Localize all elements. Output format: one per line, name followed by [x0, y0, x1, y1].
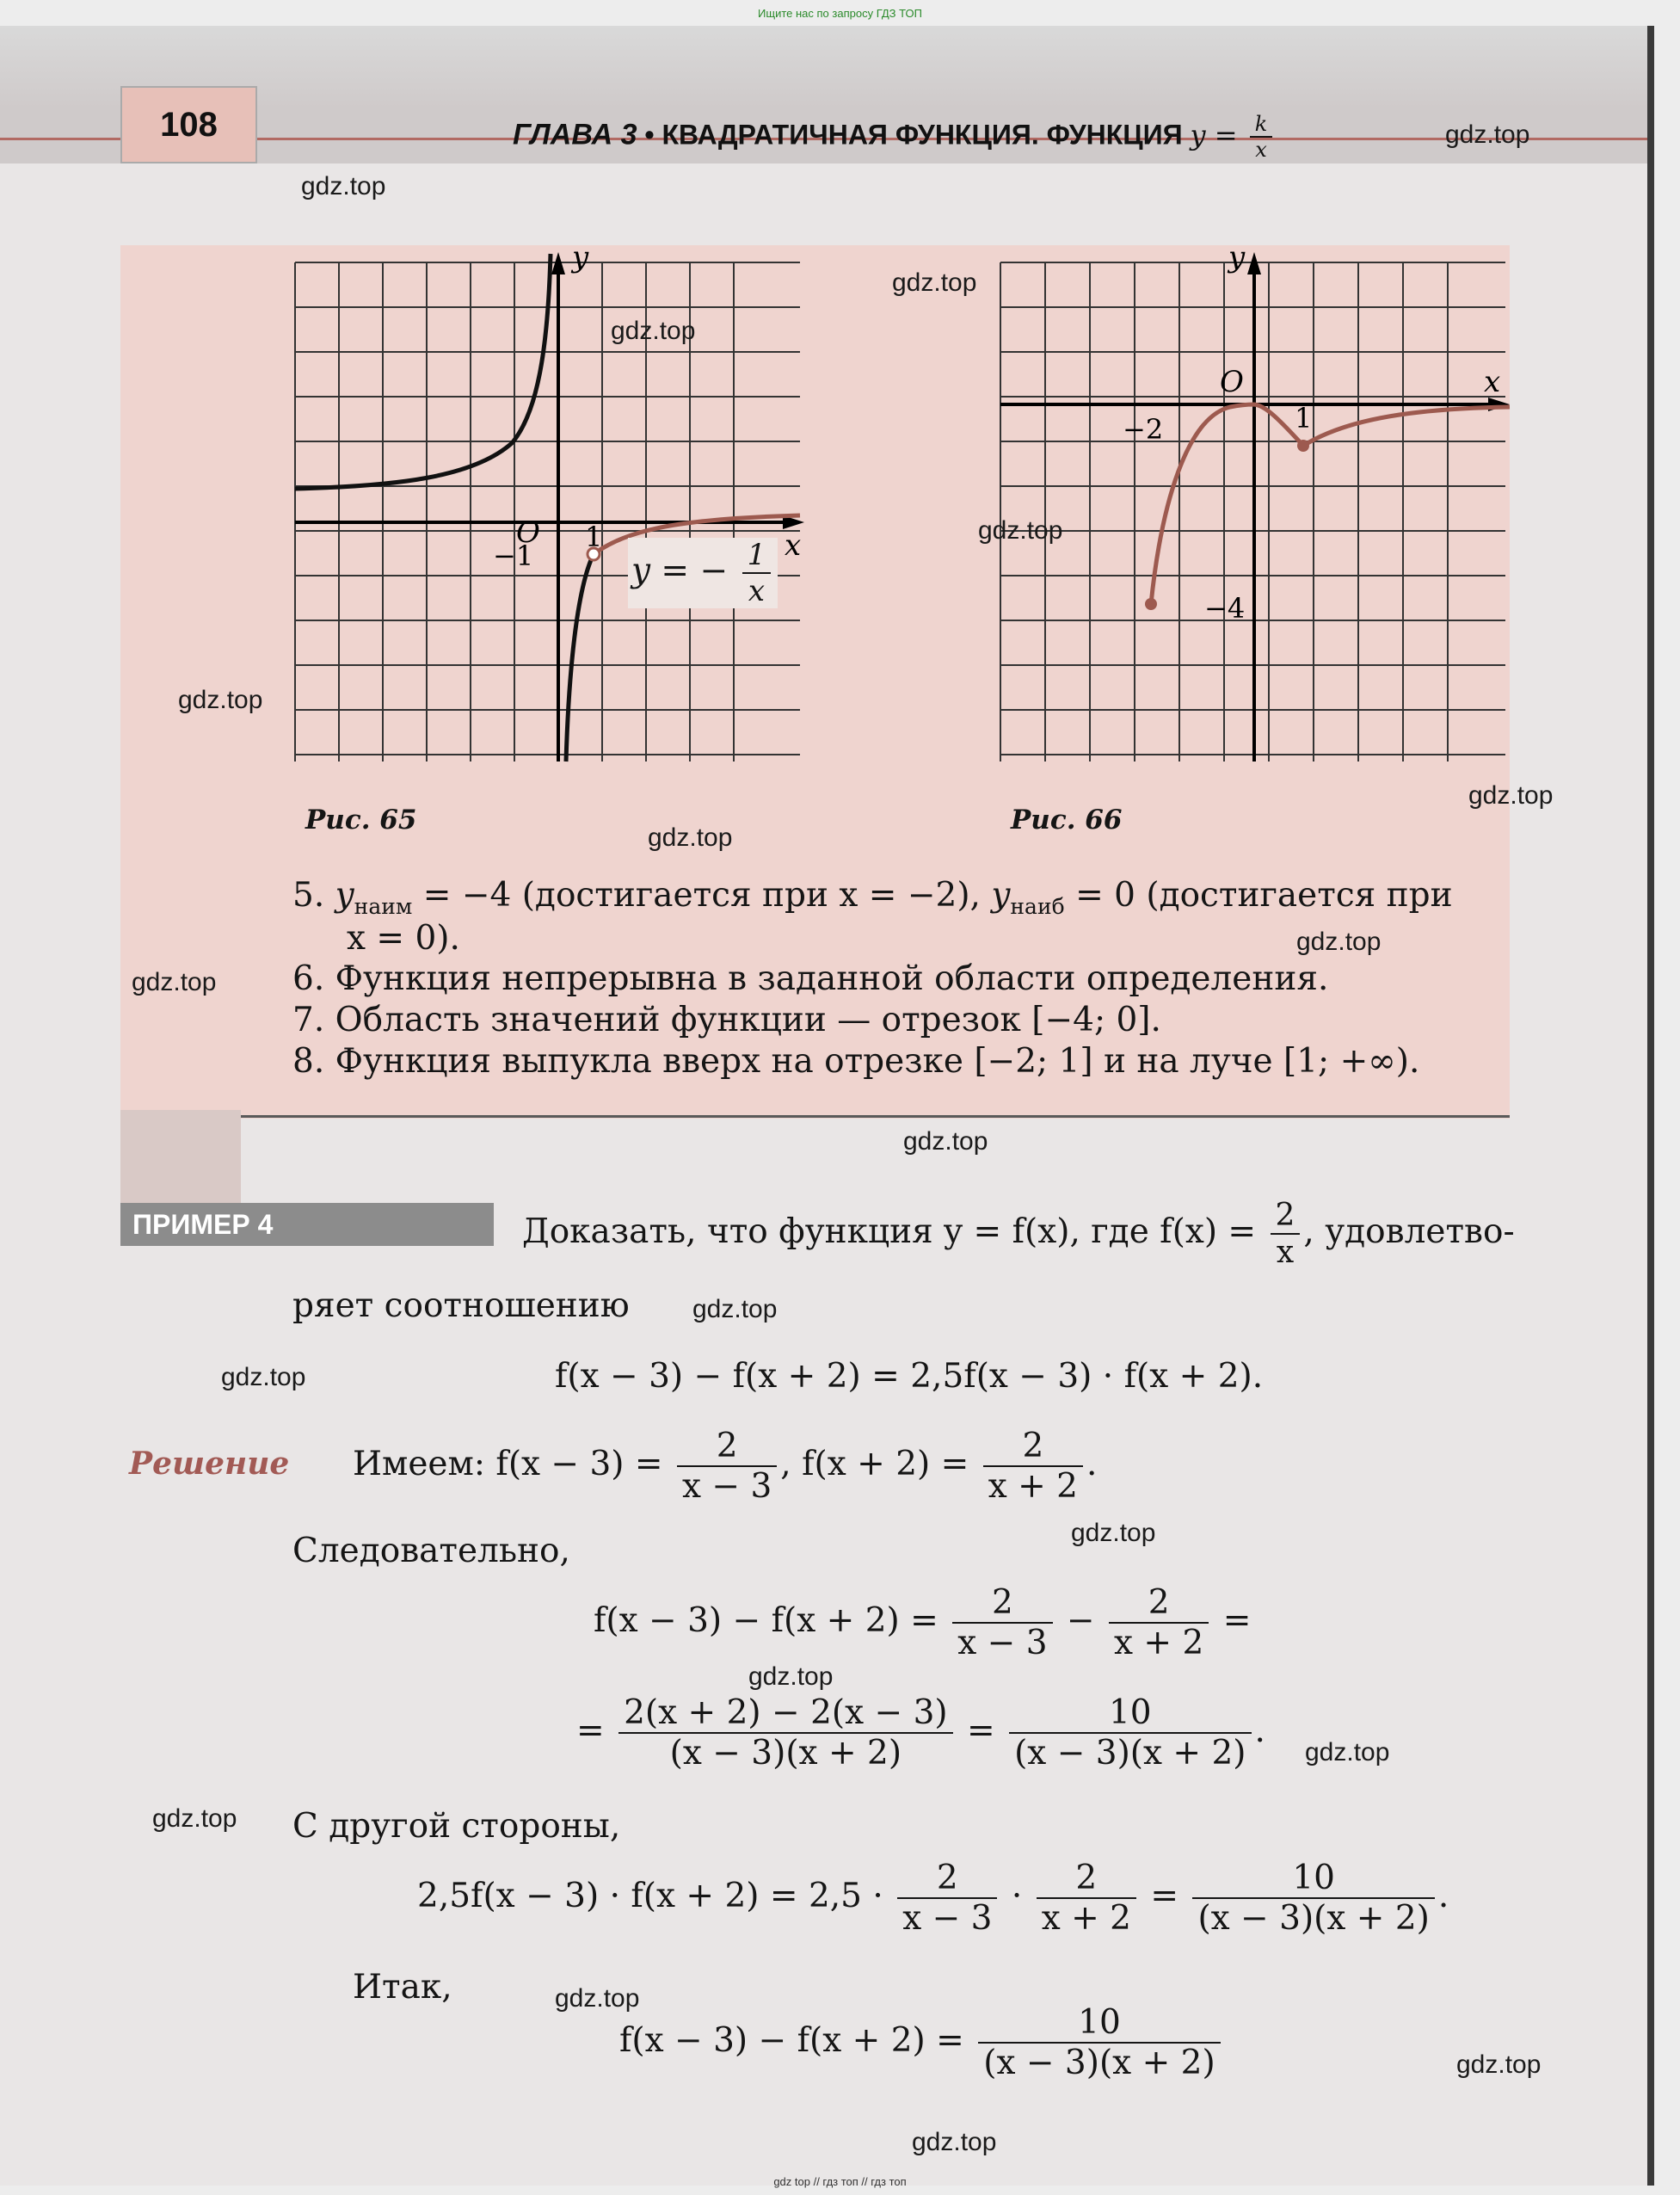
property-5: 5. $y_{наим} = -4$ (достигается при x = −2), $y_{наиб} = 0$ (достигается при [292, 876, 1453, 919]
watermark: gdz.top [555, 1984, 640, 2013]
figure-65-tick-1: 1 [585, 521, 603, 553]
figure-66-parabola-arc [1151, 404, 1303, 604]
property-7: 7. Область значений функции — отрезок [−4; 0]. [292, 1001, 1161, 1039]
figure-66-min-point [1145, 598, 1157, 610]
example-statement: Доказать, что функция y = f(x), где f(x) = $\frac{2}{x}$ , удовлетво- [522, 1198, 1515, 1270]
watermark: gdz.top [912, 2128, 997, 2156]
figure-65-function-label: y = − $\frac{1}{x}$ [628, 538, 778, 608]
solution-equation-2: = $\frac{2(x + 2) - 2(x - 3)}{(x - 3)(x + 2)}$ = $\frac{10}{(x - 3)(x + 2)}$ . [576, 1693, 1265, 1773]
watermark: gdz.top [301, 172, 386, 200]
figure-65-x-axis-label: x [785, 528, 802, 563]
figure-66-y-axis-label: y [1228, 245, 1246, 274]
figure-66-x-axis-label: x [1484, 365, 1501, 399]
property-6: 6. Функция непрерывна в заданной области определения. [292, 959, 1329, 998]
solution-so: Итак, [353, 1968, 452, 2007]
chapter-heading [513, 112, 1276, 162]
figure-65-left-branch [295, 254, 551, 489]
page-number: 108 [120, 86, 257, 163]
figure-65-axes [295, 252, 804, 761]
watermark: gdz.top [692, 1295, 778, 1323]
figure-66-caption: Рис. 66 [1011, 805, 1123, 835]
example-identity: f(x − 3) − f(x + 2) = 2,5f(x − 3) · f(x + 2). [555, 1357, 1264, 1396]
chapter-title: КВАДРАТИЧНАЯ ФУНКЦИЯ. ФУНКЦИЯ [662, 119, 1183, 151]
chapter-label: ГЛАВА 3 [513, 118, 637, 151]
figure-65-graph [292, 245, 809, 774]
watermark: gdz.top [903, 1127, 988, 1156]
solution-equation-3: 2,5f(x − 3) · f(x + 2) = 2,5 · $\frac{2}{x - 3}$ · $\frac{2}{x + 2}$ = $\frac{10}{(x - 3)(x + 2)}$ . [417, 1859, 1449, 1938]
figure-66-tick-minus-2: −2 [1123, 413, 1164, 446]
property-8: 8. Функция выпукла вверх на отрезке [−2; 1] и на луче [1; +∞). [292, 1042, 1420, 1081]
property-5-line2: x = 0). [347, 919, 460, 958]
example-statement-line2: ряет соотношению [292, 1286, 630, 1325]
watermark: gdz.top [1468, 781, 1554, 810]
figure-66-tick-minus-4: −4 [1204, 592, 1246, 625]
figure-66-join-point [1297, 440, 1309, 452]
solution-other-side: С другой стороны, [292, 1807, 621, 1846]
book-spine [1647, 26, 1654, 2186]
watermark: gdz.top [132, 968, 217, 996]
watermark: gdz.top [1456, 2050, 1542, 2079]
watermark: gdz.top [1445, 120, 1530, 149]
watermark: gdz.top [648, 823, 733, 852]
figure-66-tick-1: 1 [1295, 402, 1313, 435]
solution-equation-4: f(x − 3) − f(x + 2) = $\frac{10}{(x - 3)(x + 2)}$ [619, 2003, 1224, 2082]
watermark: gdz.top [1296, 928, 1382, 956]
example-label: ПРИМЕР 4 [120, 1203, 494, 1246]
figure-66-graph [998, 245, 1514, 774]
watermark: gdz.top [892, 268, 977, 297]
bottom-note: gdz top // гдз топ // гдз топ [773, 2175, 907, 2188]
figure-66-hyperbola-branch [1303, 407, 1510, 446]
solution-therefore: Следовательно, [292, 1532, 570, 1570]
figure-65-grid [295, 262, 800, 761]
bullet: • [644, 119, 655, 151]
watermark: gdz.top [221, 1363, 306, 1391]
watermark: gdz.top [1305, 1738, 1390, 1766]
box-bottom-rule [120, 1115, 1510, 1118]
figure-66-axes [1000, 252, 1510, 761]
watermark: gdz.top [748, 1662, 834, 1691]
top-note: Ищите нас по запросу ГДЗ ТОП [758, 7, 922, 20]
example-side-panel [120, 1110, 241, 1205]
figure-65-y-axis-label: y [572, 245, 589, 274]
solution-have-line: Имеем: f(x − 3) = $\frac{2}{x - 3}$ , f(x + 2) = $\frac{2}{x + 2}$ . [353, 1427, 1098, 1506]
solution-label: Решение [129, 1446, 290, 1482]
watermark: gdz.top [152, 1804, 237, 1833]
solution-equation-1: f(x − 3) − f(x + 2) = $\frac{2}{x - 3}$ − $\frac{2}{x + 2}$ = [594, 1583, 1252, 1662]
figure-66-origin: O [1220, 365, 1244, 399]
watermark: gdz.top [1071, 1519, 1156, 1547]
watermark: gdz.top [978, 516, 1063, 545]
figure-65-tick-minus-1: −1 [493, 540, 534, 572]
figure-65-origin: O [516, 515, 540, 550]
watermark: gdz.top [611, 317, 696, 345]
watermark: gdz.top [178, 686, 263, 714]
chapter-formula: y = $\frac{k}{x}$ [1191, 119, 1277, 151]
figure-65-right-branch-black [566, 554, 594, 761]
figure-65-caption: Рис. 65 [305, 805, 417, 835]
